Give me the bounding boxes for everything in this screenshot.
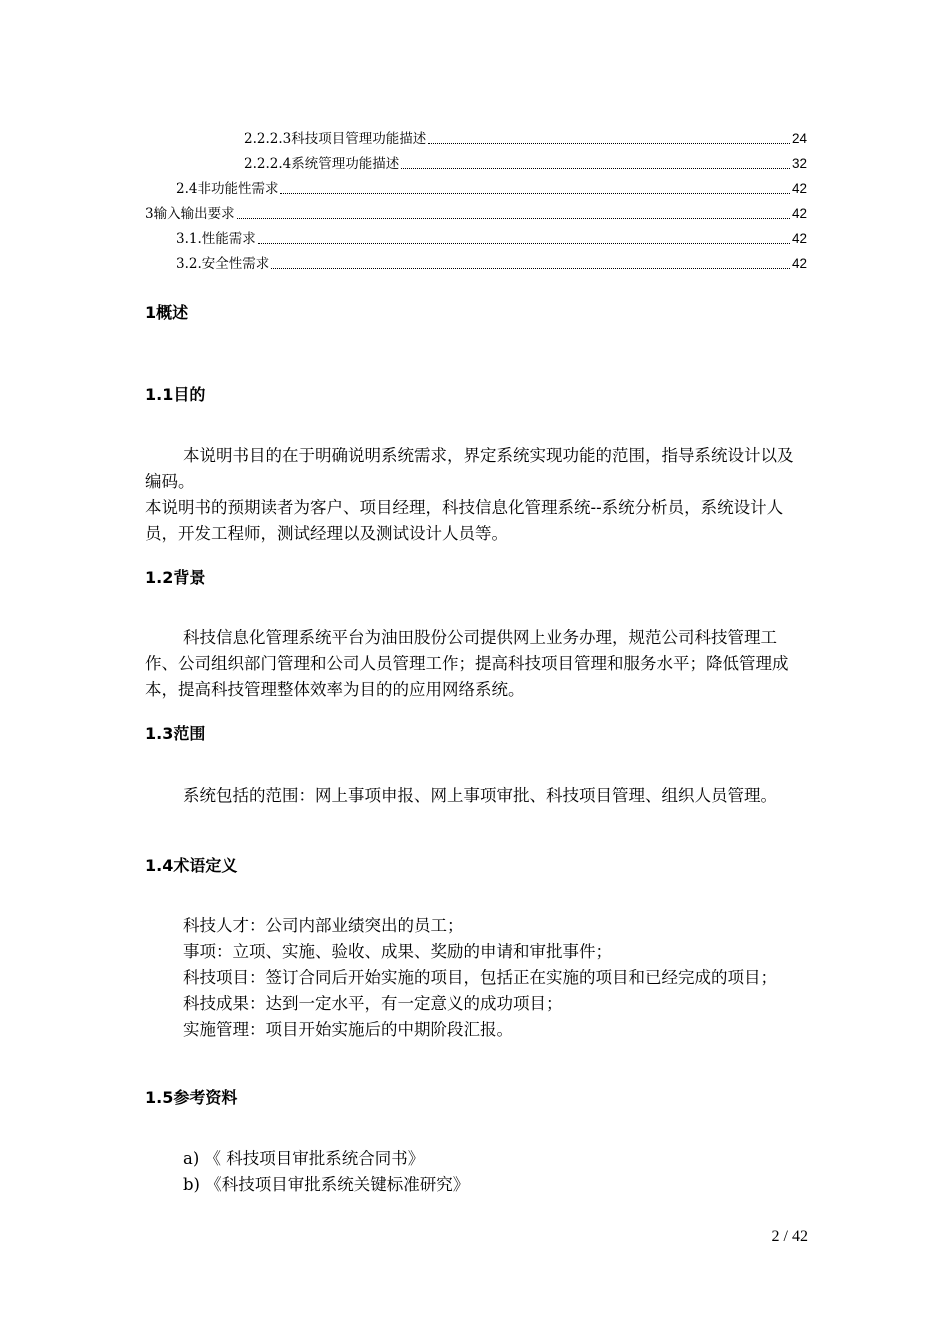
- purpose-paragraph-1: 本说明书目的在于明确说明系统需求，界定系统实现功能的范围，指导系统设计以及编码。: [145, 446, 794, 491]
- section-heading-scope: 1.3范围: [145, 724, 206, 743]
- toc-leader-dots: [237, 217, 790, 219]
- toc-leader-dots: [280, 192, 789, 194]
- scope-paragraph-1: 系统包括的范围：网上事项申报、网上事项审批、科技项目管理、组织人员管理。: [183, 786, 777, 805]
- section-heading-purpose: 1.1目的: [145, 385, 206, 404]
- toc-entry[interactable]: [244, 149, 807, 173]
- section-heading-overview: 1概述: [145, 303, 189, 322]
- purpose-paragraph-2: 本说明书的预期读者为客户、项目经理，科技信息化管理系统--系统分析员，系统设计人员，开发工程师，测试经理以及测试设计人员等。: [145, 498, 784, 543]
- toc-entry[interactable]: [176, 174, 807, 198]
- terms-body: [145, 913, 809, 1043]
- toc-entry-page: 32: [791, 156, 807, 171]
- background-body: [145, 625, 809, 703]
- toc-entry-page: 42: [791, 231, 807, 246]
- scope-body: [145, 783, 809, 809]
- background-paragraph-1: 科技信息化管理系统平台为油田股份公司提供网上业务办理，规范公司科技管理工作、公司组织部门管理和公司人员管理工作；提高科技项目管理和服务水平；降低管理成本，提高科技管理整体效率为目的的应用网络系统。: [145, 628, 789, 699]
- toc-entry-page: 42: [791, 256, 807, 271]
- section-heading-terms: 1.4术语定义: [145, 856, 238, 875]
- reference-item-b: b) 《科技项目审批系统关键标准研究》: [183, 1175, 470, 1194]
- term-item: 科技项目：签订合同后开始实施的项目，包括正在实施的项目和已经完成的项目；: [183, 968, 777, 987]
- section-heading-references: 1.5参考资料: [145, 1088, 238, 1107]
- toc-leader-dots: [271, 267, 790, 269]
- toc-entry[interactable]: [244, 124, 807, 148]
- term-item: 科技成果：达到一定水平，有一定意义的成功项目；: [183, 994, 563, 1013]
- toc-entry-page: 24: [791, 131, 807, 146]
- toc-entry-title: 3.2.安全性需求: [176, 256, 270, 272]
- toc-entry[interactable]: [145, 199, 807, 223]
- toc-leader-dots: [428, 142, 790, 144]
- toc-entry-title: 2.2.2.3科技项目管理功能描述: [244, 131, 427, 147]
- toc-entry[interactable]: [176, 249, 807, 273]
- page-number: 2 / 42: [771, 1228, 808, 1245]
- toc-leader-dots: [258, 242, 790, 244]
- toc-leader-dots: [401, 167, 790, 169]
- toc-entry-page: 42: [791, 181, 807, 196]
- toc-entry-title: 3.1.性能需求: [176, 231, 256, 247]
- toc-entry-title: 3输入输出要求: [145, 206, 235, 222]
- toc-entry[interactable]: [176, 224, 807, 248]
- toc-entry-title: 2.4非功能性需求: [176, 181, 279, 197]
- toc-entry-page: 42: [791, 206, 807, 221]
- term-item: 事项：立项、实施、验收、成果、奖励的申请和审批事件；: [183, 942, 612, 961]
- toc-entry-title: 2.2.2.4系统管理功能描述: [244, 156, 400, 172]
- term-item: 科技人才：公司内部业绩突出的员工；: [183, 916, 464, 935]
- reference-item-a: a) 《 科技项目审批系统合同书》: [183, 1149, 425, 1168]
- term-item: 实施管理：项目开始实施后的中期阶段汇报。: [183, 1020, 513, 1039]
- purpose-body: [145, 443, 809, 547]
- section-heading-background: 1.2背景: [145, 568, 206, 587]
